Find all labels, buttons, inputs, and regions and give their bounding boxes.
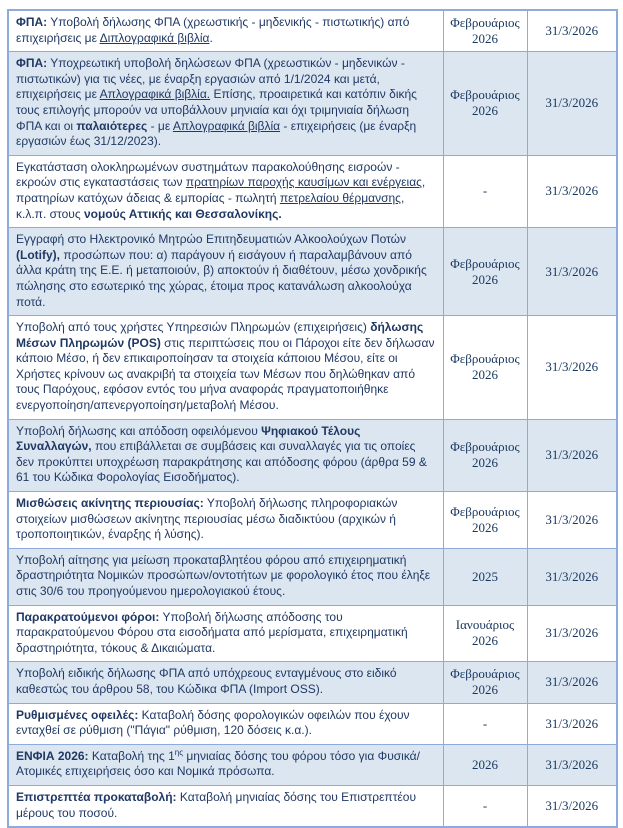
table-body	[8, 10, 617, 827]
table-row	[8, 155, 617, 227]
text-run: Καταβολή δόσης φορολογικών οφειλών που έχουν ενταχθεί σε ρύθμιση ("Πάγια" ρύθμιση, 120 δόσεις κ.α.).	[16, 707, 410, 738]
description-cell	[8, 548, 443, 605]
bold-text: ΕΝΦΙΑ 2026:	[16, 748, 89, 763]
reference-month-cell: 2026	[443, 744, 527, 785]
deadline-date-cell: 31/3/2026	[527, 548, 617, 605]
text-run: - με	[147, 118, 173, 133]
bold-text: νομούς Αττικής και Θεσσαλονίκης.	[83, 206, 282, 221]
text-run: Υποχρεωτική υποβολή δηλώσεων ΦΠΑ (χρεωστικών - μηδενικών - πιστωτικών) για τις νέες, με έναρξη εργασιών από 1/1/2024 και μετά, επιχειρήσεις με	[16, 56, 405, 102]
reference-month-cell: -	[443, 155, 527, 227]
text-run: ης	[174, 747, 184, 757]
description-cell	[8, 744, 443, 785]
table-row	[8, 492, 617, 549]
text-run: Επίσης, προαιρετικά και κατόπιν δικής τους επιλογής μπορούν να υποβάλλουν μηνιαία και όχι τριμηνιαία δήλωση ΦΠΑ και οι	[16, 87, 417, 133]
description-cell	[8, 155, 443, 227]
bold-text: Παρακρατούμενοι φόροι:	[16, 609, 160, 624]
reference-month-cell: Ιανουάριος 2026	[443, 605, 527, 662]
reference-month-cell: Φεβρουάριος 2026	[443, 228, 527, 316]
table-row	[8, 419, 617, 491]
text-run: Υποβολή από τους χρήστες Υπηρεσιών Πληρωμών (επιχειρήσεις)	[16, 320, 371, 335]
deadline-date-cell: 31/3/2026	[527, 316, 617, 420]
table-row	[8, 52, 617, 156]
description-cell	[8, 316, 443, 420]
deadline-date-cell: 31/3/2026	[527, 703, 617, 744]
reference-month-cell: -	[443, 785, 527, 827]
table-row	[8, 228, 617, 316]
deadline-date-cell: 31/3/2026	[527, 419, 617, 491]
description-cell	[8, 605, 443, 662]
description-cell	[8, 662, 443, 703]
deadline-date-cell: 31/3/2026	[527, 155, 617, 227]
bold-text: παλαιότερες	[76, 118, 148, 133]
bold-text: δήλωσης Μέσων Πληρωμών (POS)	[16, 320, 424, 350]
description-cell	[8, 492, 443, 549]
reference-month-cell: Φεβρουάριος 2026	[443, 316, 527, 420]
description-cell	[8, 419, 443, 491]
text-run: , κ.λ.π. στους	[16, 190, 405, 221]
table-row	[8, 744, 617, 785]
deadline-date-cell: 31/3/2026	[527, 744, 617, 785]
bold-text: ΦΠΑ:	[16, 56, 48, 71]
text-run: Υποβολή αίτησης για μείωση προκαταβλητέου φόρου από επιχειρηματική δραστηριότητα Νομικών προσώπων/οντοτήτων με φορολογικό έτος που έληξε στις 30/6 του προηγούμενου ημερολογιακού έτους.	[16, 552, 431, 598]
text-run: μηνιαίας δόσης του φόρου τόσο για Φυσικά/Ατομικές επιχειρήσεις όσο και Νομικά πρόσωπα.	[16, 748, 420, 779]
deadline-date-cell: 31/3/2026	[527, 662, 617, 703]
bold-text: Ρυθμισμένες οφειλές:	[16, 707, 139, 722]
deadline-date-cell: 31/3/2026	[527, 52, 617, 156]
table-row	[8, 785, 617, 827]
underlined-text: Απλογραφικά βιβλία.	[99, 87, 211, 102]
table-row	[8, 10, 617, 52]
deadline-date-cell: 31/3/2026	[527, 785, 617, 827]
text-run: Εγγραφή στο Ηλεκτρονικό Μητρώο Επιτηδευματιών Αλκοολούχων Ποτών	[16, 232, 407, 247]
table-row	[8, 316, 617, 420]
description-cell	[8, 703, 443, 744]
text-run: προσώπων που: α) παράγουν ή εισάγουν ή παραλαμβάνουν από άλλα κράτη της Ε.Ε. ή μεταποιούν, β) αποκτούν ή διαθέτουν, μέσω χονδρικής πώλησης στο εσωτερικό της χώρας, έτοιμα προς κατανάλωση αλκοολούχα ποτά.	[16, 247, 427, 309]
deadline-date-cell: 31/3/2026	[527, 10, 617, 52]
text-run: που επιβάλλεται σε συμβάσεις και συναλλαγές για τις οποίες δεν προκύπτει υποχρέωση παρακράτησης και απόδοσης φόρου (άρθρα 59 & 61 του Κώδικα Φορολογίας Εισοδήματος).	[16, 439, 427, 485]
text-run: Υποβολή ειδικής δήλωσης ΦΠΑ από υπόχρεους ενταγμένους στο ειδικό καθεστώς του άρθρου 58, του Κώδικα ΦΠΑ (Import OSS).	[16, 666, 397, 696]
table-row	[8, 548, 617, 605]
deadline-date-cell: 31/3/2026	[527, 228, 617, 316]
tax-deadlines-table	[7, 9, 618, 828]
text-run: Εγκατάσταση ολοκληρωμένων συστημάτων παρακολούθησης εισροών - εκροών στις εγκαταστάσεις των	[16, 159, 400, 190]
text-run: , πρατηρίων κατόχων άδειας & εμπορίας - πωλητή	[16, 175, 426, 205]
text-run: Καταβολή μηνιαίας δόσης του Επιστρεπτέου μέρους του ποσού.	[16, 789, 417, 820]
reference-month-cell: Φεβρουάριος 2026	[443, 419, 527, 491]
text-run: .	[209, 30, 213, 45]
bold-text: Επιστρεπτέα προκαταβολή:	[16, 789, 177, 804]
bold-text: ΦΠΑ:	[16, 15, 48, 29]
reference-month-cell: -	[443, 703, 527, 744]
bold-text: Ψηφιακού Τέλους Συναλλαγών,	[16, 423, 361, 454]
text-run: Υποβολή δήλωσης πληροφοριακών στοιχείων μισθώσεων ακίνητης περιουσίας μέσω διαδικτύου (αρχικών ή τροποποιητικών, έναρξης ή λύσης).	[16, 496, 398, 542]
reference-month-cell: 2025	[443, 548, 527, 605]
deadline-date-cell: 31/3/2026	[527, 605, 617, 662]
text-run: στις περιπτώσεις που οι Πάροχοι είτε δεν δήλωσαν κάποιο Μέσο, ή δεν επικαιροποίησαν τα στοιχεία κάποιου Μέσου, είτε οι Χρήστες κρίνουν ως ανακριβή τα στοιχεία των Μέσων που δηλώθηκαν από τους Παρόχους, εφόσον εντός του μήνα αναφοράς πραγματοποιήθηκε ενεργοποίηση/απενεργοποίηση/μεταβολή Μέσου.	[16, 335, 435, 413]
description-cell	[8, 785, 443, 827]
text-run: Υποβολή δήλωσης ΦΠΑ (χρεωστικής - μηδενικής - πιστωτικής) από επιχειρήσεις με	[16, 15, 410, 45]
underlined-text: Διπλογραφικά βιβλία	[99, 30, 210, 45]
reference-month-cell: Φεβρουάριος 2026	[443, 10, 527, 52]
reference-month-cell: Φεβρουάριος 2026	[443, 492, 527, 549]
text-run: - επιχειρήσεις (με έναρξη εργασιών έως 31/12/2023).	[16, 118, 417, 149]
underlined-text: πρατηρίων παροχής καυσίμων και ενέργειας	[185, 175, 422, 190]
reference-month-cell: Φεβρουάριος 2026	[443, 52, 527, 156]
text-run: Υποβολή δήλωσης και απόδοση οφειλόμενου	[16, 423, 262, 438]
deadline-date-cell: 31/3/2026	[527, 492, 617, 549]
table-row	[8, 605, 617, 662]
reference-month-cell: Φεβρουάριος 2026	[443, 662, 527, 703]
description-cell	[8, 10, 443, 52]
table-row	[8, 703, 617, 744]
description-cell	[8, 52, 443, 156]
underlined-text: πετρελαίου θέρμανσης	[279, 190, 401, 205]
underlined-text: Απλογραφικά βιβλία	[172, 118, 281, 133]
bold-text: Μισθώσεις ακίνητης περιουσίας:	[16, 496, 204, 511]
text-run: Υποβολή δήλωσης απόδοσης του παρακρατούμενου Φόρου στα εισοδήματα από μερίσματα, επιχειρηματική δραστηριότητα, τόκους & Δικαιώματα.	[16, 609, 408, 655]
bold-text: (Lotify),	[16, 247, 60, 262]
text-run: Καταβολή της 1	[88, 748, 175, 763]
table-row	[8, 662, 617, 703]
description-cell	[8, 228, 443, 316]
